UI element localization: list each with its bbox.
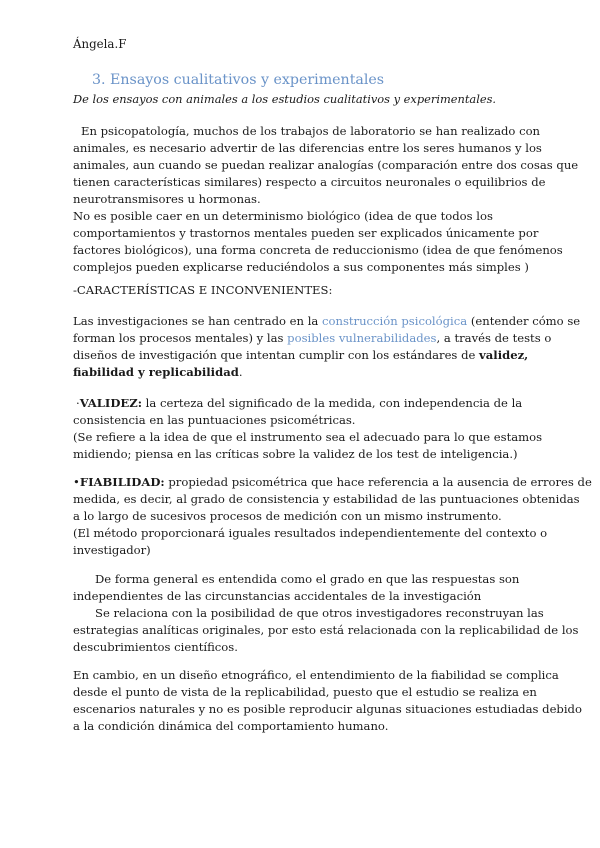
text-fragment: Las investigaciones se han centrado en la [73, 314, 322, 328]
text-line: En psicopatología, muchos de los trabajos de laboratorio se han realizado con [81, 124, 541, 138]
text-line: complejos pueden explicarse reduciéndolos a sus componentes más simples ) [73, 260, 529, 274]
text-fragment: , a través de tests o [436, 331, 552, 345]
author-name: Ángela.F [73, 37, 127, 51]
text-fragment: la certeza del significado de la medida, con independencia de la [142, 396, 523, 410]
text-line: comportamientos y trastornos mentales pueden ser explicados únicamente por [73, 226, 539, 240]
text-line: De forma general es entendida como el grado en que las respuestas son [95, 572, 520, 586]
bullet: · [76, 396, 80, 410]
text-fragment: (entender cómo se [467, 314, 581, 328]
text-line: animales, aun cuando se puedan realizar analogías (comparación entre dos cosas que [73, 158, 579, 172]
text-line: En cambio, en un diseño etnográfico, el entendimiento de la fiabilidad se complica [73, 668, 559, 682]
text-line [73, 330, 552, 347]
construccion-psicologica-highlight: construcción psicológica [322, 314, 468, 328]
text-line: estrategias analíticas originales, por esto está relacionada con la replicabilidad de los [73, 623, 579, 637]
text-line: investigador) [73, 543, 151, 557]
text-line: descubrimientos científicos. [73, 640, 238, 654]
text-line: independientes de las circunstancias accidentales de la investigación [73, 589, 482, 603]
text-line: consistencia en las puntuaciones psicométricas. [73, 413, 356, 427]
text-line: desde el punto de vista de la replicabilidad, puesto que el estudio se realiza en [73, 685, 537, 699]
research-paragraph [73, 313, 581, 381]
text-line: animales, es necesario advertir de las diferencias entre los seres humanos y los [73, 141, 542, 155]
general-paragraph [73, 571, 579, 656]
text-line [73, 395, 543, 412]
section-heading: 3. Ensayos cualitativos y experimentales [92, 72, 385, 88]
fiabilidad-term: FIABILIDAD: [79, 475, 165, 489]
text-line: neurotransmisores u hormonas. [73, 192, 261, 206]
text-fragment: . [238, 365, 243, 379]
text-line: midiendo; piensa en las críticas sobre la validez de los test de inteligencia.) [73, 447, 518, 461]
bold-term: fiabilidad y replicabilidad [73, 365, 239, 379]
section-subtitle: De los ensayos con animales a los estudios cualitativos y experimentales. [73, 92, 497, 106]
validez-term: VALIDEZ: [79, 396, 142, 410]
text-line: a la condición dinámica del comportamiento humano. [73, 719, 389, 733]
text-fragment: propiedad psicométrica que hace referencia a la ausencia de errores de [164, 475, 592, 489]
text-line [73, 474, 592, 491]
text-line: (Se refiere a la idea de que el instrumento sea el adecuado para lo que estamos [73, 430, 543, 444]
text-line: escenarios naturales y no es posible reproducir algunas situaciones estudiadas debido [73, 702, 582, 716]
text-fragment: forman los procesos mentales) y las [73, 331, 288, 345]
text-line: a lo largo de sucesivos procesos de medición con un mismo instrumento. [73, 509, 502, 523]
text-line [73, 313, 581, 330]
fiabilidad-paragraph [73, 474, 592, 559]
intro-paragraph [73, 123, 579, 276]
text-line: factores biológicos), una forma concreta de reduccionismo (idea de que fenómenos [73, 243, 563, 257]
ethnographic-paragraph [73, 667, 582, 735]
section-label: -CARACTERÍSTICAS E INCONVENIENTES: [73, 283, 333, 297]
text-fragment: diseños de investigación que intentan cumplir con los estándares de [73, 348, 480, 362]
text-line: No es posible caer en un determinismo biológico (idea de que todos los [73, 209, 493, 223]
text-line: tienen características similares) respecto a circuitos neuronales o equilibrios de [73, 175, 546, 189]
text-line: medida, es decir, al grado de consistencia y estabilidad de las puntuaciones obtenidas [73, 492, 580, 506]
text-line: (El método proporcionará iguales resultados independientemente del contexto o [73, 526, 548, 540]
text-line: Se relaciona con la posibilidad de que otros investigadores reconstruyan las [95, 606, 544, 620]
text-line [73, 364, 543, 381]
bullet: • [73, 475, 80, 489]
validez-paragraph [73, 395, 543, 463]
bold-term: validez, [479, 348, 529, 362]
text-line [73, 347, 543, 364]
posibles-vulnerabilidades-highlight: posibles vulnerabilidades [287, 331, 437, 345]
